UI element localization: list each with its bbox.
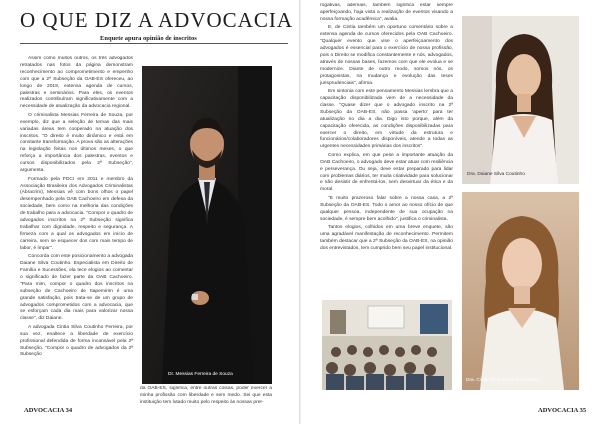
paragraph: E, de Cintia também um oportuno comentário sobre a extensa agenda de cursos oferecidos pela OAB Cachoeiro. "Qualquer evento que vise o aperfeiçoamento dos advogados é essencial para o exercício de nossa profissão, pois o Direito se modifica constantemente e nós, advogados, através de nossas bases, fazemos com que ele evolua e se modernize. Diante de outro modo, somos nós, os protagonistas, na mudança e evolução das teses jurisprudenciais", afirma. [320,25,453,86]
paragraph: Em sintonia com este pensamento Messias lembra que a capacitação disponibilizada vem de a necessidade da classe. "Quase dizer que o advogado inscrito na 2ª Subseção da OAB-ES, não passa 'aperto' para ter atualização no dia a dia. Digo isto porque, além da capacitação oferecida, as condições disponibilizadas para exercer o direito, em virtude da estrutura e funcionários/colaboradores disponíveis, atende a todas as urgentes necessidades primárias dos inscritos". [320,89,453,150]
photo-daiane [462,16,579,184]
article-column-left [20,56,133,402]
paragraph: Formado pela FDCI em 2011 e membro da Associação Brasileira dos Advogados Criminalistas (Abracrim), Messias vê com bons olhos o papel desempenhado pela OAB Cachoeiro em defesa da sociedade, bem como na melhoria das condições de trabalho para a advocacia. "Compor o quadro de advogados inscritos na 2ª Subseção significa trabalhar com dignidade, respeito e segurança. A firmeza com a qual os advogados em início de carreira, sem se esquecer dos com mais tempo de labor, é ímpar". [20,176,133,251]
paragraph: rogativas, ademais, também significa estar sempre aperfeiçoando, haja vista a realização de eventos visando a nossa formação acadêmica", avalia. [320,3,453,22]
paragraph: da OAB-ES, significa, entre outras coisas, poder exercer a minha profissão com liberdade e sem medo. Sei que esta instituição tem lutado muito pelo respeito às nossas prer- [140,386,272,405]
paragraph: O criminalista Messias Ferreira de Souza, por exemplo, diz que a seleção de temas das mais variadas áreas tem cooperado na atuação dos inscritos. "O direito é muito dinâmico e está em constante transformação. A prova são as alterações na legislação feitas nos últimos meses, o que reforça a importância dos palestras, eventos e cursos disponibilizados pela 2ª Subseção", argumenta. [20,112,133,174]
caption-cintia: Dra. Cintia Silva Coutinho Ferreira [466,378,540,383]
paragraph: Como explica, em que pese a importante atuação da OAB Cachoeiro, o advogado deve estar atuar com resiliência e perseverança. Ou seja, deve estar preparado para lidar com problemas diários, ter muita criatividade para solucionar e não desistir de enfrentá-los, sem desvirtuar da ética e da moral. [320,152,453,193]
paragraph: "E muito prazeroso falar sobre a nossa casa, a 2ª Subseção da OAB-ES. Todo o amor ao nosso ofício de que qualquer pessoa, independente de sua ocupação na sociedade, é sempre bem acolhido", justifica o criminalista. [320,195,453,222]
article-column-right [320,3,453,295]
photo-cintia-image [462,192,579,390]
paragraph: Assim como muitos outros, os três advogados retratados nas fotos da página demonstram reconhecimento ao comprometimento e empenho com que a 2ª Subseção da OAB-ES ofereceu, ao longo de 2019, extensa agenda de cursos, palestras e seminários. Para eles, os eventos realizados contribuíram significativamente com a necessidade de atualização da advocacia regional. [20,56,133,110]
photo-event [322,300,452,390]
page-title: O QUE DIZ A ADVOCACIA [20,8,293,32]
photo-cintia [462,192,579,390]
article-continuation [140,386,272,408]
photo-messias-image [142,66,272,384]
paragraph: A advogada Cintia Silva Coutinho Ferreira, por sua vez, enaltece a liberdade de exercício profissional defendida de forma incansável pela 2ª Subseção. "Compor o quadro de advogados da 2ª Subseção [20,324,133,358]
title-rule [20,43,288,44]
photo-daiane-image [462,16,579,184]
paragraph: Concorda com este posicionamento a advogada Daiane Silva Coutinho. Especialista em Direito de Família e Sucessões, ela tece elogios ao comentar o significado de fazer parte da OAB Cachoeiro. "Para mim, compor o quadro dos inscritos na subseção de Cachoeiro de Itapemirim é uma grande satisfação, pois trata-se de um grupo de advogados comprometidos com a advocacia, que se esforçam cada dia mais para valorizar nossa classe", diz Daiane. [20,254,133,322]
photo-event-image [322,300,452,390]
caption-daiane: Dra. Daiane Silva Coutinho [467,172,525,177]
footer-right: ADVOCACIA 35 [538,407,587,414]
footer-left: ADVOCACIA 34 [24,407,73,414]
page-subtitle: Enquete apura opinião de inscritos [100,35,197,42]
caption-messias: Dr. Messias Ferreira de Souza [168,372,233,377]
paragraph: Tantos elogios, colhidos em uma breve enquete, são uma agradável manifestação de reconhecimento. Permitem também destacar que a 2ª Subseção da OAB-ES, na opinião dos entrevistados, tem cumprido bem seu papel institucional. [320,225,453,251]
photo-messias [142,66,272,384]
